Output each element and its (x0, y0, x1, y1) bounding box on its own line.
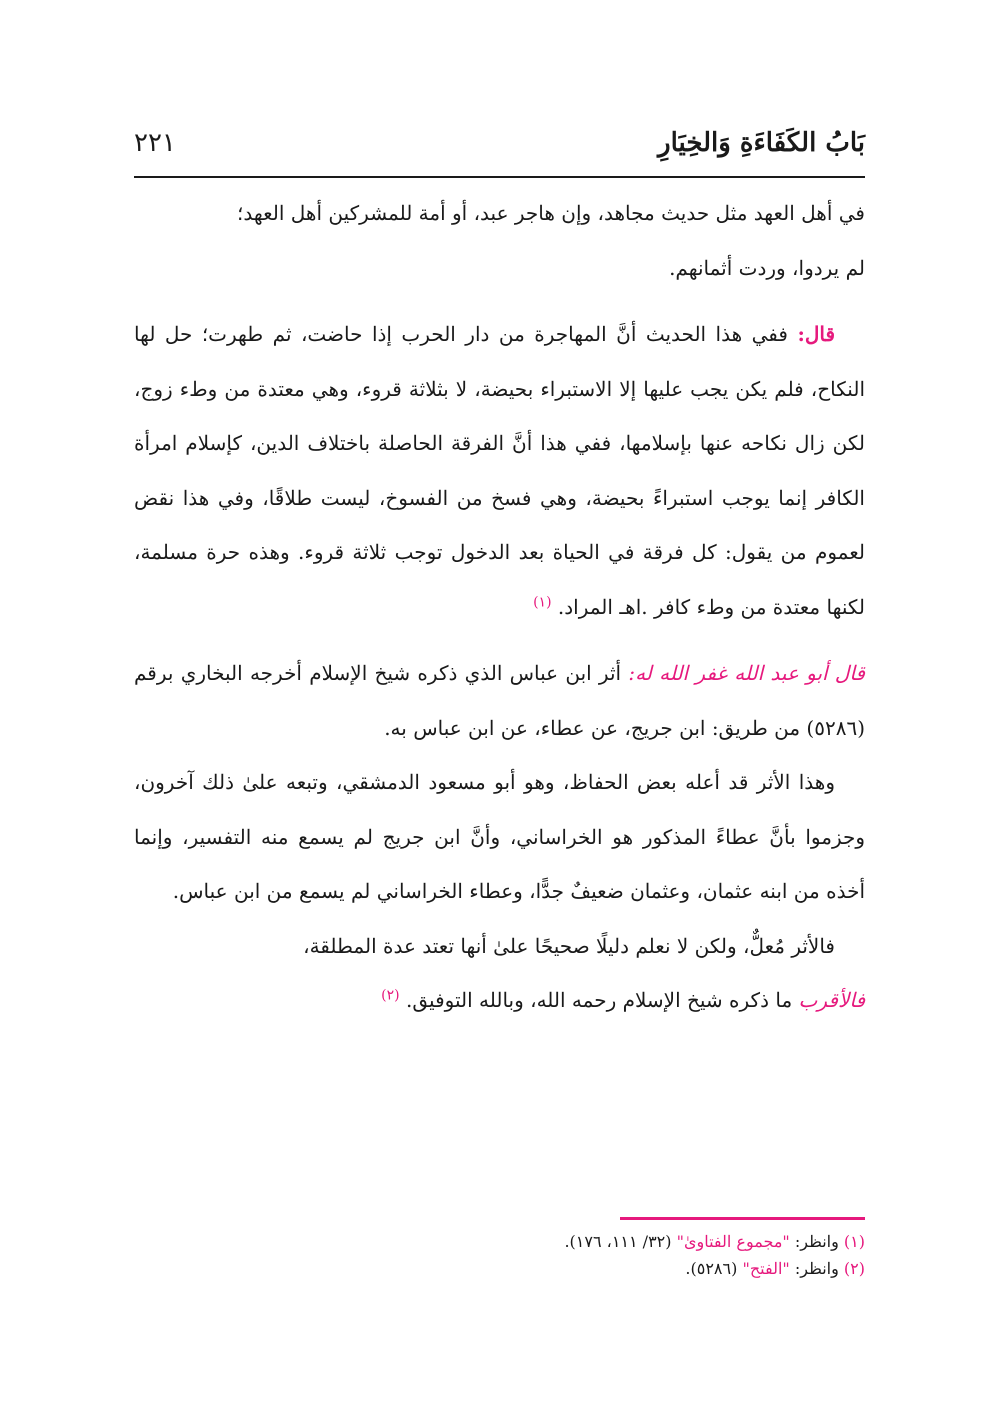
page-header (134, 122, 865, 164)
paragraph-6 (134, 973, 865, 1028)
paragraph-4: وهذا الأثر قد أعله بعض الحفاظ، وهو أبو مسعود الدمشقي، وتبعه علىٰ ذلك آخرون، وجزموا بأنَّ عطاءً المذكور هو الخراساني، وأنَّ ابن جريج لم يسمع منه التفسير، وإنما أخذه من ابنه عثمان، وعثمان ضعيفٌ جدًّا، وعطاء الخراساني لم يسمع من ابن عباس. (134, 770, 865, 903)
running-title: بَابُ الكَفَاءَةِ وَالخِيَارِ (658, 128, 865, 158)
paragraph-5: فالأثر مُعلٌّ، ولكن لا نعلم دليلًا صحيحًا علىٰ أنها تعتد عدة المطلقة، (303, 933, 835, 958)
footnote-number: (٢) (843, 1259, 865, 1278)
paragraph-2 (134, 307, 865, 634)
footnotes (134, 1228, 865, 1282)
header-rule (134, 176, 865, 178)
footnote-source-title: "الفتح" (742, 1259, 790, 1278)
footnote-source-title: "مجموع الفتاوىٰ" (676, 1232, 790, 1251)
paragraph-2-text: ففي هذا الحديث أنَّ المهاجرة من دار الحرب إذا حاضت، ثم طهرت؛ حل لها النكاح، فلم يكن يجب عليها إلا الاستبراء بحيضة، لا بثلاثة قروء، وهي معتدة من وطء زوج، لكن زال نكاحه عنها بإسلامها، ففي هذا أنَّ الفرقة الحاصلة باختلاف الدين، كإسلام امرأة الكافر إنما يوجب استبراءً بحيضة، وهي فسخ من الفسوخ، ليست طلاقًا، وفي هذا نقض لعموم من يقول: كل فرقة في الحياة بعد الدخول توجب ثلاثة قروء. وهذه حرة مسلمة، لكنها معتدة من وطء كافر .اهـ المراد. (134, 322, 865, 619)
page-number: ٢٢١ (134, 128, 176, 158)
footnote-rule (620, 1217, 865, 1220)
paragraph-3-text: أثر ابن عباس الذي ذكره شيخ الإسلام أخرجه البخاري برقم (٥٢٨٦) من طريق: ابن جريج، عن عطاء، عن ابن عباس به. (134, 661, 865, 740)
footnote-reference: (٣٢/ ١١١، ١٧٦). (564, 1232, 672, 1251)
footnote-number: (١) (843, 1232, 865, 1251)
main-text (134, 186, 865, 1028)
footnote-2 (134, 1255, 865, 1282)
qala-label: قال: (797, 322, 836, 346)
paragraph-1-line-2: لم يردوا، وردت أثمانهم. (669, 255, 865, 280)
footnote-reference: (٥٢٨٦). (685, 1259, 738, 1278)
footnote-1 (134, 1228, 865, 1255)
author-label: قال أبو عبد الله غفر الله له: (628, 661, 865, 685)
footnote-prefix: وانظر: (794, 1259, 839, 1278)
aqrab-label: فالأقرب (798, 988, 865, 1012)
footnote-ref-2[interactable]: (٢) (381, 987, 400, 1004)
footnote-ref-1[interactable]: (١) (533, 593, 552, 610)
footnote-prefix: وانظر: (794, 1232, 839, 1251)
paragraph-6-text: ما ذكره شيخ الإسلام رحمه الله، وبالله التوفيق. (406, 988, 793, 1012)
paragraph-1-line-1: في أهل العهد مثل حديث مجاهد، وإن هاجر عبد، أو أمة للمشركين أهل العهد؛ (237, 201, 865, 225)
paragraph-3 (134, 646, 865, 755)
